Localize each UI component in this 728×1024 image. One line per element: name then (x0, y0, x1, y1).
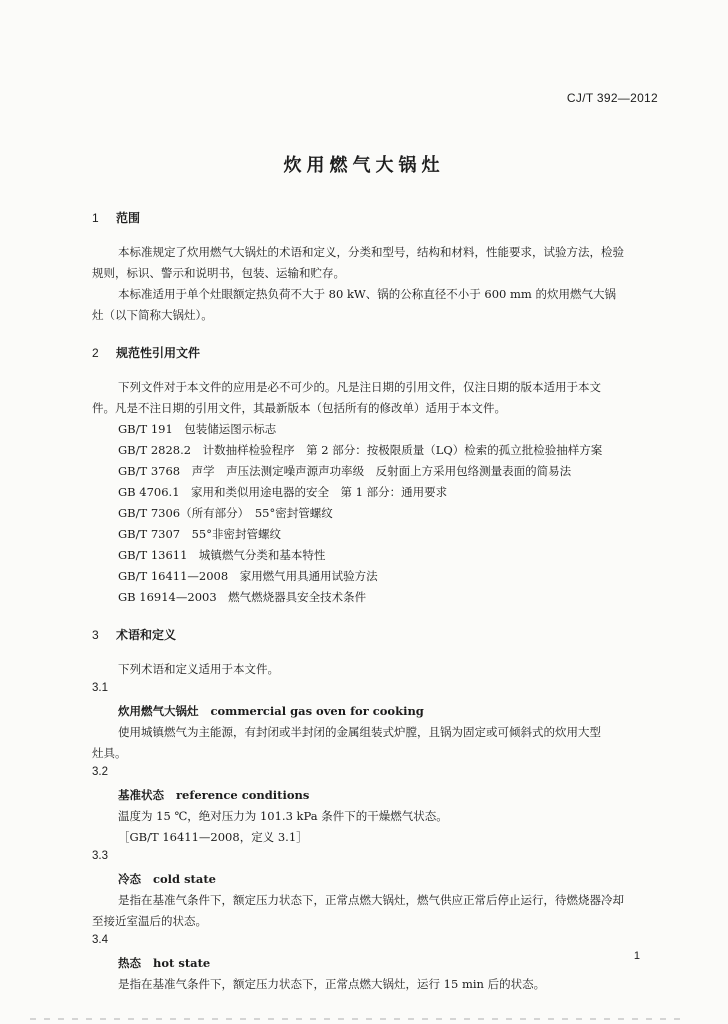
page-number: 1 (633, 950, 640, 962)
term-definition-line-1: 温度为 15 ℃，绝对压力为 101.3 kPa 条件下的干燥燃气状态。 (118, 809, 448, 823)
clause-number: 3.2 (92, 766, 108, 778)
clause-number: 3.3 (92, 850, 108, 862)
term-english: reference conditions (176, 788, 310, 802)
term-entry (118, 955, 210, 971)
reference-item: GB/T 16411—2008 家用燃气用具通用试验方法 (118, 569, 378, 583)
s2-intro-line-2: 件。凡是不注日期的引用文件，其最新版本（包括所有的修改单）适用于本文件。 (92, 401, 506, 415)
s1-paragraph-1-line-1: 本标准规定了炊用燃气大锅灶的术语和定义，分类和型号，结构和材料，性能要求，试验方法，检验 (118, 245, 624, 259)
s3-intro: 下列术语和定义适用于本文件。 (118, 662, 279, 676)
term-english: hot state (153, 956, 211, 970)
term-chinese: 热态 (118, 956, 141, 970)
reference-item: GB/T 191 包装储运图示标志 (118, 422, 277, 436)
section-3-heading (92, 626, 176, 643)
s1-paragraph-2-line-1: 本标准适用于单个灶眼额定热负荷不大于 80 kW、锅的公称直径不小于 600 mm 的炊用燃气大锅 (118, 287, 616, 301)
term-source: ［GB/T 16411—2008，定义 3.1］ (118, 830, 308, 844)
scan-edge-artifact (30, 1018, 688, 1020)
reference-item: GB/T 2828.2 计数抽样检验程序 第 2 部分：按极限质量（LQ）检索的孤立批检验抽样方案 (118, 443, 603, 457)
section-number: 1 (92, 211, 99, 225)
reference-item: GB/T 13611 城镇燃气分类和基本特性 (118, 548, 326, 562)
term-chinese: 炊用燃气大锅灶 (118, 704, 199, 718)
reference-item: GB 16914—2003 燃气燃烧器具安全技术条件 (118, 590, 367, 604)
term-entry (118, 703, 424, 719)
reference-item: GB/T 7306（所有部分） 55°密封管螺纹 (118, 506, 333, 520)
standard-code: CJ/T 392—2012 (566, 91, 658, 105)
term-english: cold state (153, 872, 216, 886)
s2-intro-line-1: 下列文件对于本文件的应用是必不可少的。凡是注日期的引用文件，仅注日期的版本适用于本文 (118, 380, 601, 394)
reference-item: GB/T 7307 55°非密封管螺纹 (118, 527, 281, 541)
term-definition-line-2: 至接近室温后的状态。 (92, 914, 207, 928)
section-1-heading (92, 209, 140, 226)
clause-number: 3.4 (92, 934, 108, 946)
s1-paragraph-2-line-2: 灶（以下简称大锅灶）。 (92, 308, 213, 322)
document-title: 炊用燃气大锅灶 (283, 155, 445, 176)
term-definition-line-1: 使用城镇燃气为主能源，有封闭或半封闭的金属组装式炉膛，且锅为固定或可倾斜式的炊用大型 (118, 725, 601, 739)
s1-paragraph-1-line-2: 规则，标识、警示和说明书，包装、运输和贮存。 (92, 266, 345, 280)
clause-number: 3.1 (92, 682, 108, 694)
term-chinese: 冷态 (118, 872, 141, 886)
term-entry (118, 787, 309, 803)
section-title: 范围 (116, 211, 141, 225)
term-definition-line-2: 灶具。 (92, 746, 127, 760)
term-chinese: 基准状态 (118, 788, 164, 802)
reference-item: GB/T 3768 声学 声压法测定噪声源声功率级 反射面上方采用包络测量表面的简易法 (118, 464, 572, 478)
section-number: 3 (92, 628, 99, 642)
section-title: 术语和定义 (116, 628, 177, 642)
term-definition-line-1: 是指在基准气条件下，额定压力状态下，正常点燃大锅灶，运行 15 min 后的状态。 (118, 977, 546, 991)
section-number: 2 (92, 346, 99, 360)
term-english: commercial gas oven for cooking (210, 704, 424, 718)
section-title: 规范性引用文件 (116, 346, 201, 360)
term-entry (118, 871, 216, 887)
term-definition-line-1: 是指在基准气条件下，额定压力状态下，正常点燃大锅灶，燃气供应正常后停止运行，待燃烧器冷却 (118, 893, 624, 907)
section-2-heading (92, 344, 200, 361)
reference-item: GB 4706.1 家用和类似用途电器的安全 第 1 部分：通用要求 (118, 485, 448, 499)
